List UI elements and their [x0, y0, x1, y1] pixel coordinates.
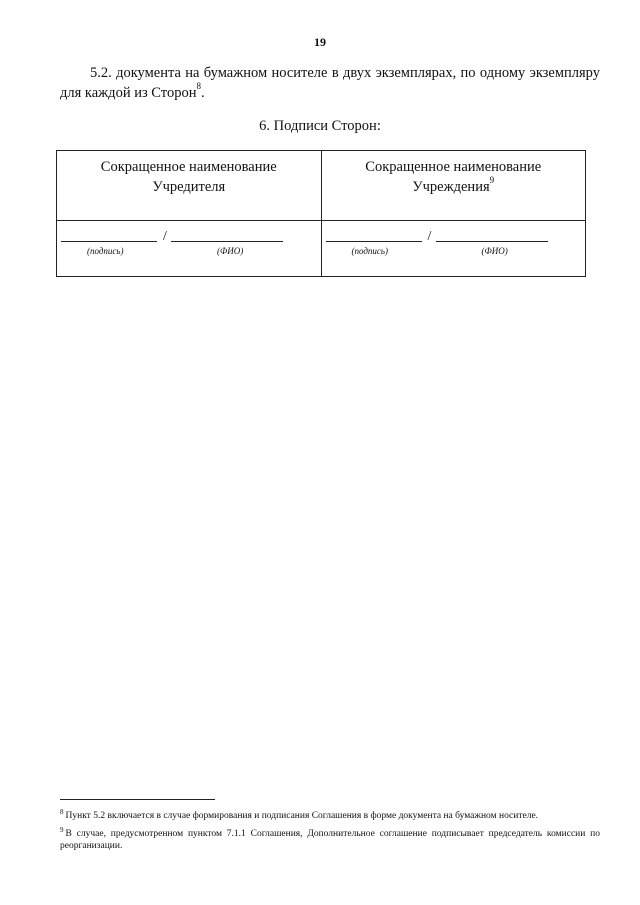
clause-text: 5.2. документа на бумажном носителе в двух экземплярах, по одному экземпляру для каждой из Сторон [60, 65, 600, 101]
institution-slash: / [427, 229, 432, 244]
institution-signature-cell [321, 221, 586, 277]
footnote-9-text: В случае, предусмотренном пунктом 7.1.1 Соглашения, Дополнительное соглашение подписывает председатель комиссии по реорганизации. [60, 829, 600, 852]
footnote-8-mark: 8 [60, 808, 64, 816]
institution-signature-line [326, 241, 422, 242]
institution-name-caption: (ФИО) [481, 246, 508, 256]
institution-header-text: Учреждения [412, 179, 490, 195]
institution-name-line [436, 241, 548, 242]
footnote-ref-9: 9 [489, 175, 495, 186]
institution-header-line1: Сокращенное наименование [365, 159, 542, 175]
footnote-divider [60, 799, 215, 800]
footnote-8-text: Пункт 5.2 включается в случае формирования и подписания Соглашения в форме документа на бумажном носителе. [65, 811, 539, 822]
founder-header-line1: Сокращенное наименование [100, 159, 277, 175]
founder-slash: / [163, 229, 167, 244]
footnote-8 [60, 806, 600, 822]
institution-signature-caption: (подпись) [351, 246, 389, 256]
founder-name-line [171, 241, 283, 242]
founder-header-line2: Учредителя [152, 179, 226, 195]
founder-header-cell [57, 151, 322, 221]
founder-signature-caption: (подпись) [87, 246, 124, 256]
footnotes [60, 806, 600, 854]
page-number: 19 [314, 35, 326, 49]
clause-5-2 [60, 63, 600, 103]
footnote-ref-8: 8 [196, 81, 201, 92]
section-title: 6. Подписи Сторон: [259, 118, 381, 134]
founder-name-caption: (ФИО) [217, 246, 244, 256]
founder-signature-line [61, 241, 157, 242]
signature-table [56, 150, 586, 277]
footnote-9 [60, 824, 600, 852]
founder-signature-cell [57, 221, 322, 277]
footnote-9-mark: 9 [60, 826, 64, 835]
clause-end: . [200, 85, 205, 101]
institution-header-line2 [322, 177, 586, 197]
institution-header-cell [321, 151, 586, 221]
